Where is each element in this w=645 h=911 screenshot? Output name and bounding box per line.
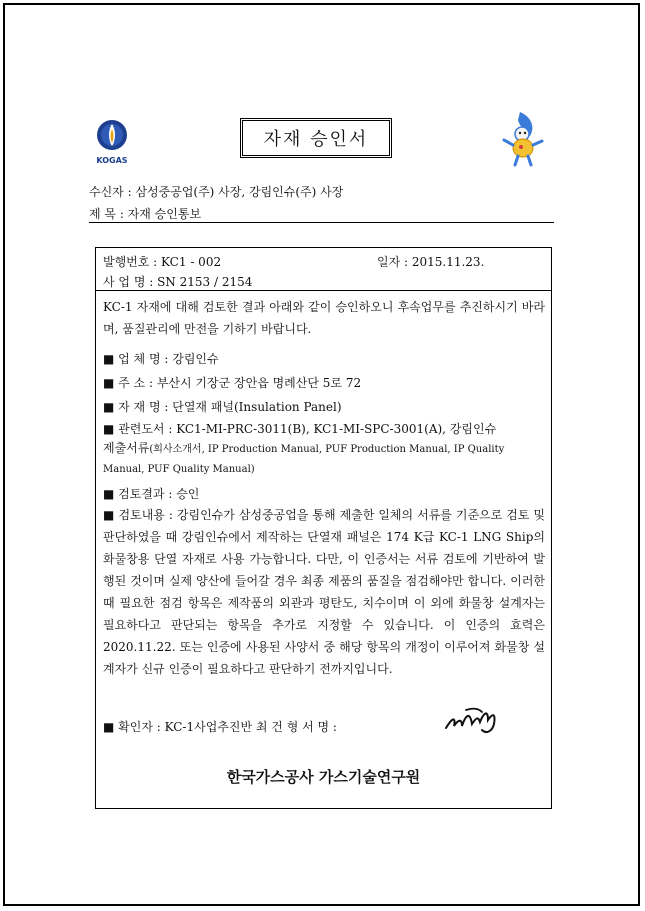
result-item: ■ 검토결과 : 승인 — [103, 487, 200, 501]
project-name: 사 업 명 : SN 2153 / 2154 — [103, 275, 253, 289]
submissions-item — [103, 439, 545, 479]
material-item: ■ 자 재 명 : 단열재 패널(Insulation Panel) — [103, 400, 342, 414]
organization-name: 한국가스공사 가스기술연구원 — [226, 768, 421, 786]
subject-line: 제 목 : 자재 승인통보 — [89, 207, 202, 221]
related-docs-item: ■ 관련도서 : KC1-MI-PRC-3011(B), KC1-MI-SPC-3001(A), 강림인슈 — [103, 422, 497, 436]
gas-mascot-icon — [500, 110, 546, 168]
kogas-logo-icon — [94, 118, 130, 168]
intro-paragraph: KC-1 자재에 대해 검토한 결과 아래와 같이 승인하오니 후속업무를 추진하시기 바라며, 품질관리에 만전을 기하기 바랍니다. — [103, 300, 545, 336]
confirm-item: ■ 확인자 : KC-1사업추진반 최 건 형 서 명 : — [103, 720, 337, 734]
box-divider — [96, 290, 551, 291]
signature-image — [442, 704, 504, 738]
document-title: 자재 승인서 — [240, 118, 392, 158]
review-content: ■ 검토내용 : 강림인슈가 삼성중공업을 통해 제출한 일체의 서류를 기준으로 검토 및 판단하였을 때 강림인슈에서 제작하는 단열재 패널은 174 K급 KC-1 LNG Ship의 화물창용 단열 자재로 사용 가능합니다. 다만, 이 인증서는 서류 검토에 기반하여 발행된 것이며 실제 양산에 들어갈 경우 최종 제품의 품질을 점검해야만 합니다. 이러한 때 필요한 점검 항목은 제작품의 외관과 평탄도, 치수이며 이 외에 화물창 설계자는 필요하다고 판단되는 항목을 추가로 지정할 수 있습니다. 이 인증의 효력은 2020.11.22. 또는 인증에 사용된 사양서 중 해당 항목의 개정이 이루어져 화물창 설계자가 신규 인증이 필요하다고 판단하기 전까지입니다. — [103, 508, 545, 676]
recipient-line: 수신자 : 삼성중공업(주) 사장, 강림인슈(주) 사장 — [89, 185, 344, 199]
submissions-list: (회사소개서, IP Production Manual, PUF Production Manual, IP Quality Manual, PUF Quality Manual) — [103, 444, 505, 475]
address-item: ■ 주 소 : 부산시 기장군 장안읍 명례산단 5로 72 — [103, 376, 362, 390]
approval-box — [95, 247, 552, 809]
header-rule — [89, 222, 554, 223]
company-item: ■ 업 체 명 : 강림인슈 — [103, 352, 219, 366]
submissions-label: 제출서류 — [103, 441, 150, 455]
doc-number: 발행번호 : KC1 - 002 — [103, 255, 222, 269]
logo-text: KOGAS — [96, 156, 128, 165]
issue-date: 일자 : 2015.11.23. — [377, 255, 485, 269]
